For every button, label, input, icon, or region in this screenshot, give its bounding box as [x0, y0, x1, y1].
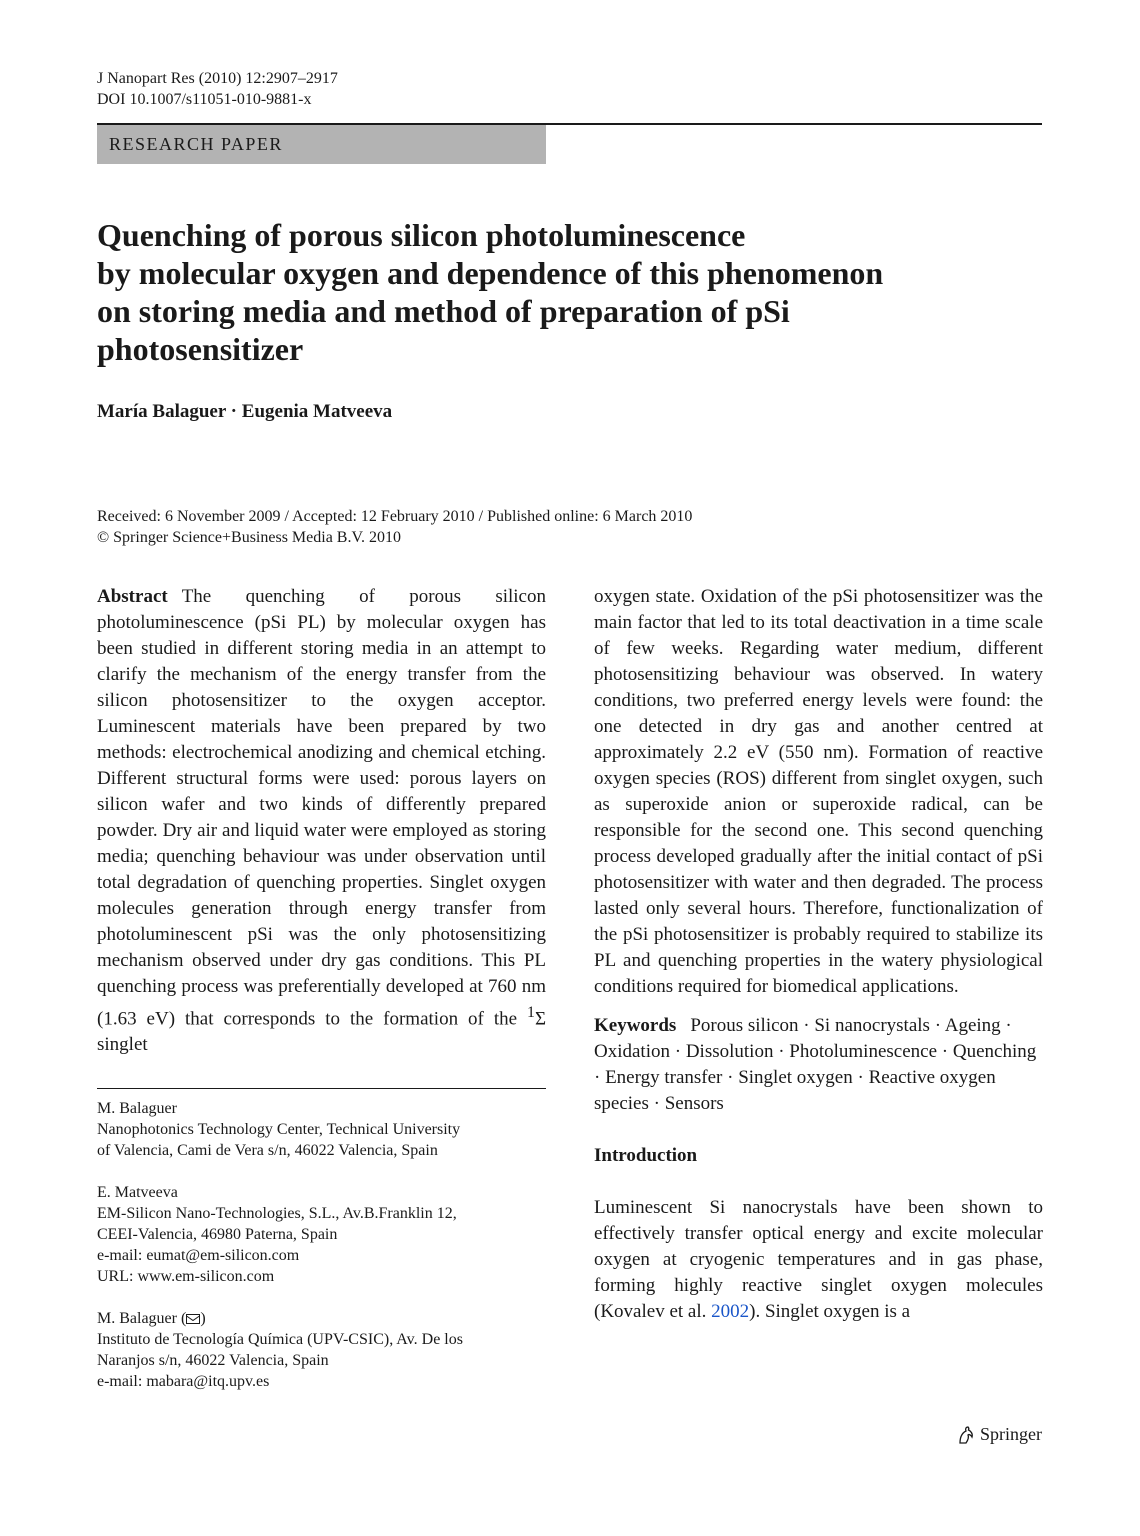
intro-text-part: Luminescent Si nanocrystals have been shown to effectively transfer optical energy and excite molecular oxygen at cryogenic temperatures and in gas phase, forming highly reactive singlet oxygen molecules (Kovalev et al.: [594, 1197, 1043, 1322]
keywords-heading: Keywords: [594, 1015, 677, 1036]
title-line: Quenching of porous silicon photoluminescence: [97, 217, 746, 253]
affiliation-line: of Valencia, Cami de Vera s/n, 46022 Valencia, Spain: [97, 1142, 438, 1159]
keyword: Reactive oxygen species: [594, 1067, 996, 1114]
affiliation-line: EM-Silicon Nano-Technologies, S.L., Av.B.Franklin 12,: [97, 1205, 457, 1222]
introduction-heading: Introduction: [594, 1145, 698, 1166]
affiliation-line: Nanophotonics Technology Center, Technical University: [97, 1121, 461, 1138]
left-column: [97, 584, 546, 1058]
copyright-line: © Springer Science+Business Media B.V. 2010: [97, 529, 401, 546]
introduction-text: [594, 1195, 1043, 1325]
affiliation-3: [97, 1308, 546, 1392]
footnote-rule: [97, 1088, 546, 1089]
affiliation-email[interactable]: e-mail: eumat@em-silicon.com: [97, 1247, 300, 1264]
journal-citation: J Nanopart Res (2010) 12:2907–2917: [97, 70, 338, 87]
authors: María Balaguer · Eugenia Matveeva: [97, 401, 393, 422]
keyword: Quenching: [952, 1041, 1037, 1062]
title-line: by molecular oxygen and dependence of this phenomenon: [97, 255, 884, 291]
sigma-singlet: Σ singlet: [97, 1008, 547, 1056]
affiliation-name-row: [97, 1308, 546, 1329]
keyword: Si nanocrystals: [814, 1015, 930, 1036]
intro-text-part: ). Singlet oxygen is a: [749, 1301, 911, 1322]
citation-link[interactable]: 2002: [711, 1301, 750, 1322]
keyword: Singlet oxygen: [738, 1067, 853, 1088]
affiliation-line: Naranjos s/n, 46022 Valencia, Spain: [97, 1352, 329, 1369]
right-column: [594, 584, 1043, 1325]
publisher-logo: [956, 1424, 1042, 1445]
affiliation-url[interactable]: URL: www.em-silicon.com: [97, 1268, 275, 1285]
affiliation-name: E. Matveeva: [97, 1184, 178, 1201]
affiliation-email[interactable]: e-mail: mabara@itq.upv.es: [97, 1373, 270, 1390]
section-label: RESEARCH PAPER: [97, 125, 546, 164]
paper-title: [97, 216, 997, 368]
abstract: [97, 584, 546, 1058]
keyword: Ageing: [944, 1015, 1001, 1036]
keyword: Photoluminescence: [789, 1041, 938, 1062]
abstract-text: The quenching of porous silicon photoluminescence (pSi PL) by molecular oxygen has been studied in different storing media in an attempt to clarify the mechanism of the energy transfer from the silicon photosensitizer to the oxygen acceptor. Luminescent materials have been prepared by two methods: electrochemical anodizing and chemical etching. Different structural forms were used: porous layers on silicon wafer and two kinds of differently prepared powder. Dry air and liquid water were employed as storing media; quenching behaviour was under observation until total degradation of quenching properties. Singlet oxygen molecules generation through energy transfer from photoluminescent pSi was the only photosensitizing mechanism observed under dry gas conditions. This PL quenching process was preferentially developed at 760 nm (1.63 eV) that corresponds to the formation of the: [97, 586, 546, 1030]
keyword: Porous silicon: [690, 1015, 799, 1036]
doi: DOI 10.1007/s11051-010-9881-x: [97, 91, 312, 108]
keyword: Sensors: [664, 1093, 724, 1114]
abstract-continued: oxygen state. Oxidation of the pSi photosensitizer was the main factor that led to its total deactivation in a time scale of few weeks. Regarding water medium, different photosensitizing behaviour was observed. In watery conditions, two preferred energy levels were found: the one detected in dry gas and another centred at approximately 2.2 eV (550 nm). Formation of reactive oxygen species (ROS) different from singlet oxygen, such as superoxide anion or superoxide radical, can be responsible for the second one. This second quenching process developed gradually after the initial contact of pSi photosensitizer with water and then degraded. The process lasted only several hours. Therefore, functionalization of the pSi photosensitizer is probably required to stabilize its PL and quenching properties in the watery physiological conditions required for biomedical applications.: [594, 586, 1043, 997]
affiliations: [97, 1098, 546, 1413]
publication-dates: [97, 506, 692, 548]
title-line: photosensitizer: [97, 331, 304, 367]
abstract-heading: Abstract: [97, 586, 168, 607]
envelope-icon: [186, 1314, 200, 1324]
history-line: Received: 6 November 2009 / Accepted: 12 February 2010 / Published online: 6 March 2010: [97, 508, 693, 525]
affiliation-name-suffix: ): [200, 1310, 206, 1327]
keywords: Keywords Porous silicon · Si nanocrystals · Ageing · Oxidation · Dissolution · Photoluminescence · Quenching · Energy transfer · Singlet oxygen · Reactive oxygen species · Sensors: [594, 1015, 1037, 1114]
affiliation-name: M. Balaguer: [97, 1100, 177, 1117]
affiliation-line: CEEI-Valencia, 46980 Paterna, Spain: [97, 1226, 338, 1243]
springer-horse-icon: [956, 1425, 976, 1445]
superscript-one: 1: [527, 1004, 535, 1021]
affiliation-2: [97, 1182, 546, 1287]
keyword: Oxidation: [594, 1041, 670, 1062]
publisher-name: Springer: [980, 1424, 1042, 1444]
affiliation-name: M. Balaguer (: [97, 1310, 187, 1327]
title-line: on storing media and method of preparation of pSi: [97, 293, 790, 329]
keyword: Dissolution: [685, 1041, 774, 1062]
affiliation-1: [97, 1098, 546, 1161]
affiliation-line: Instituto de Tecnología Química (UPV-CSIC), Av. De los: [97, 1331, 463, 1348]
keyword: Energy transfer: [605, 1067, 723, 1088]
journal-info: [97, 68, 338, 110]
